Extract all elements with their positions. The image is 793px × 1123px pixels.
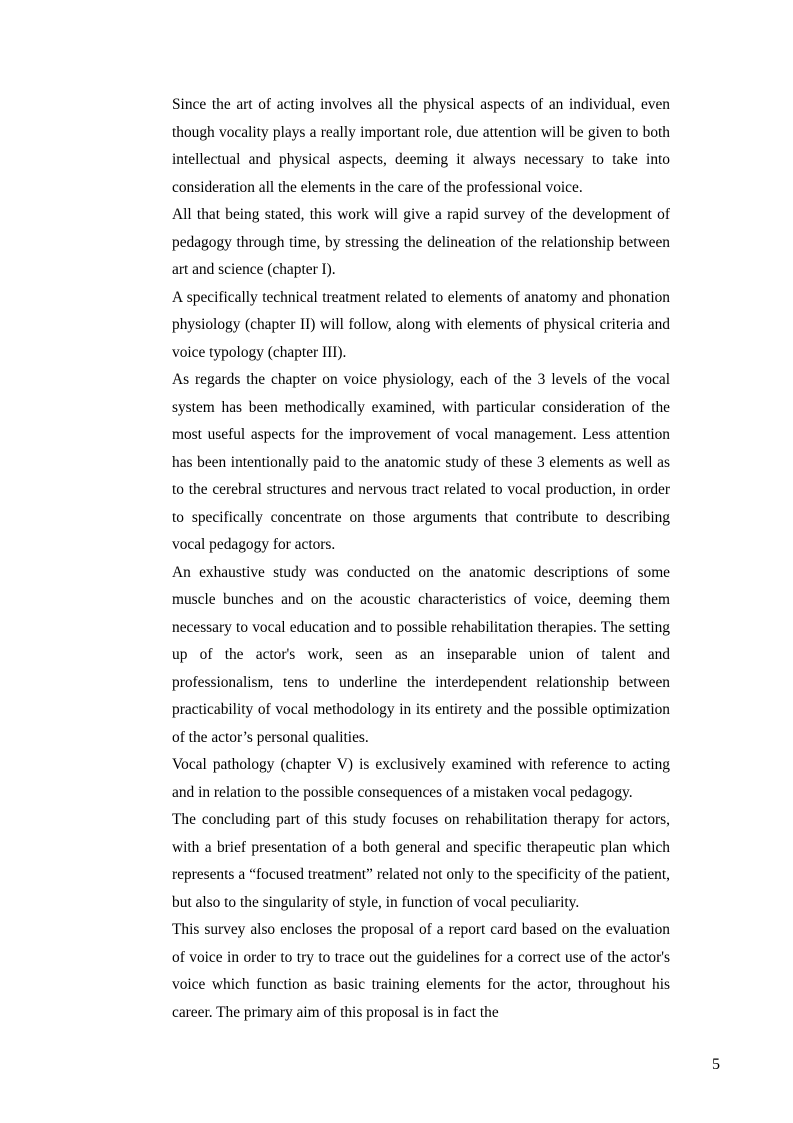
paragraph-vocal-pathology: Vocal pathology (chapter V) is exclusively examined with reference to acting and in relation to the possible consequences of a mistaken vocal pedagogy.	[172, 756, 670, 801]
paragraph-report-card-proposal: This survey also encloses the proposal of a report card based on the evaluation of voice in order to try to trace out the guidelines for a correct use of the actor's voice which function as basic training elements for the actor, throughout his career. The primary aim of this proposal is in fact the	[172, 921, 670, 1021]
paragraph-voice-physiology: As regards the chapter on voice physiology, each of the 3 levels of the vocal system has been methodically examined, with particular consideration of the most useful aspects for the improvement of vocal management. Less attention has been intentionally paid to the anatomic study of these 3 elements as well as to the cerebral structures and nervous tract related to vocal production, in order to specifically concentrate on those arguments that contribute to describing vocal pedagogy for actors.	[172, 371, 670, 553]
paragraph-rehabilitation-therapy: The concluding part of this study focuses on rehabilitation therapy for actors, with a brief presentation of a both general and specific therapeutic plan which represents a “focused treatment” related not only to the specificity of the patient, but also to the singularity of style, in function of vocal peculiarity.	[172, 811, 670, 911]
paragraph-pedagogy-survey: All that being stated, this work will give a rapid survey of the development of pedagogy through time, by stressing the delineation of the relationship between art and science (chapter I).	[172, 206, 670, 278]
page-body-text	[172, 91, 670, 1026]
paragraph-acting-physical-aspects: Since the art of acting involves all the physical aspects of an individual, even though vocality plays a really important role, due attention will be given to both intellectual and physical aspects, deeming it always necessary to take into consideration all the elements in the care of the professional voice.	[172, 96, 670, 196]
paragraph-anatomic-study: An exhaustive study was conducted on the anatomic descriptions of some muscle bunches and on the acoustic characteristics of voice, deeming them necessary to vocal education and to possible rehabilitation therapies. The setting up of the actor's work, seen as an inseparable union of talent and professionalism, tens to underline the interdependent relationship between practicability of vocal methodology in its entirety and the possible optimization of the actor’s personal qualities.	[172, 563, 670, 746]
paragraph-technical-treatment: A specifically technical treatment related to elements of anatomy and phonation physiology (chapter II) will follow, along with elements of physical criteria and voice typology (chapter III).	[172, 288, 670, 361]
page-number: 5	[712, 1056, 720, 1073]
